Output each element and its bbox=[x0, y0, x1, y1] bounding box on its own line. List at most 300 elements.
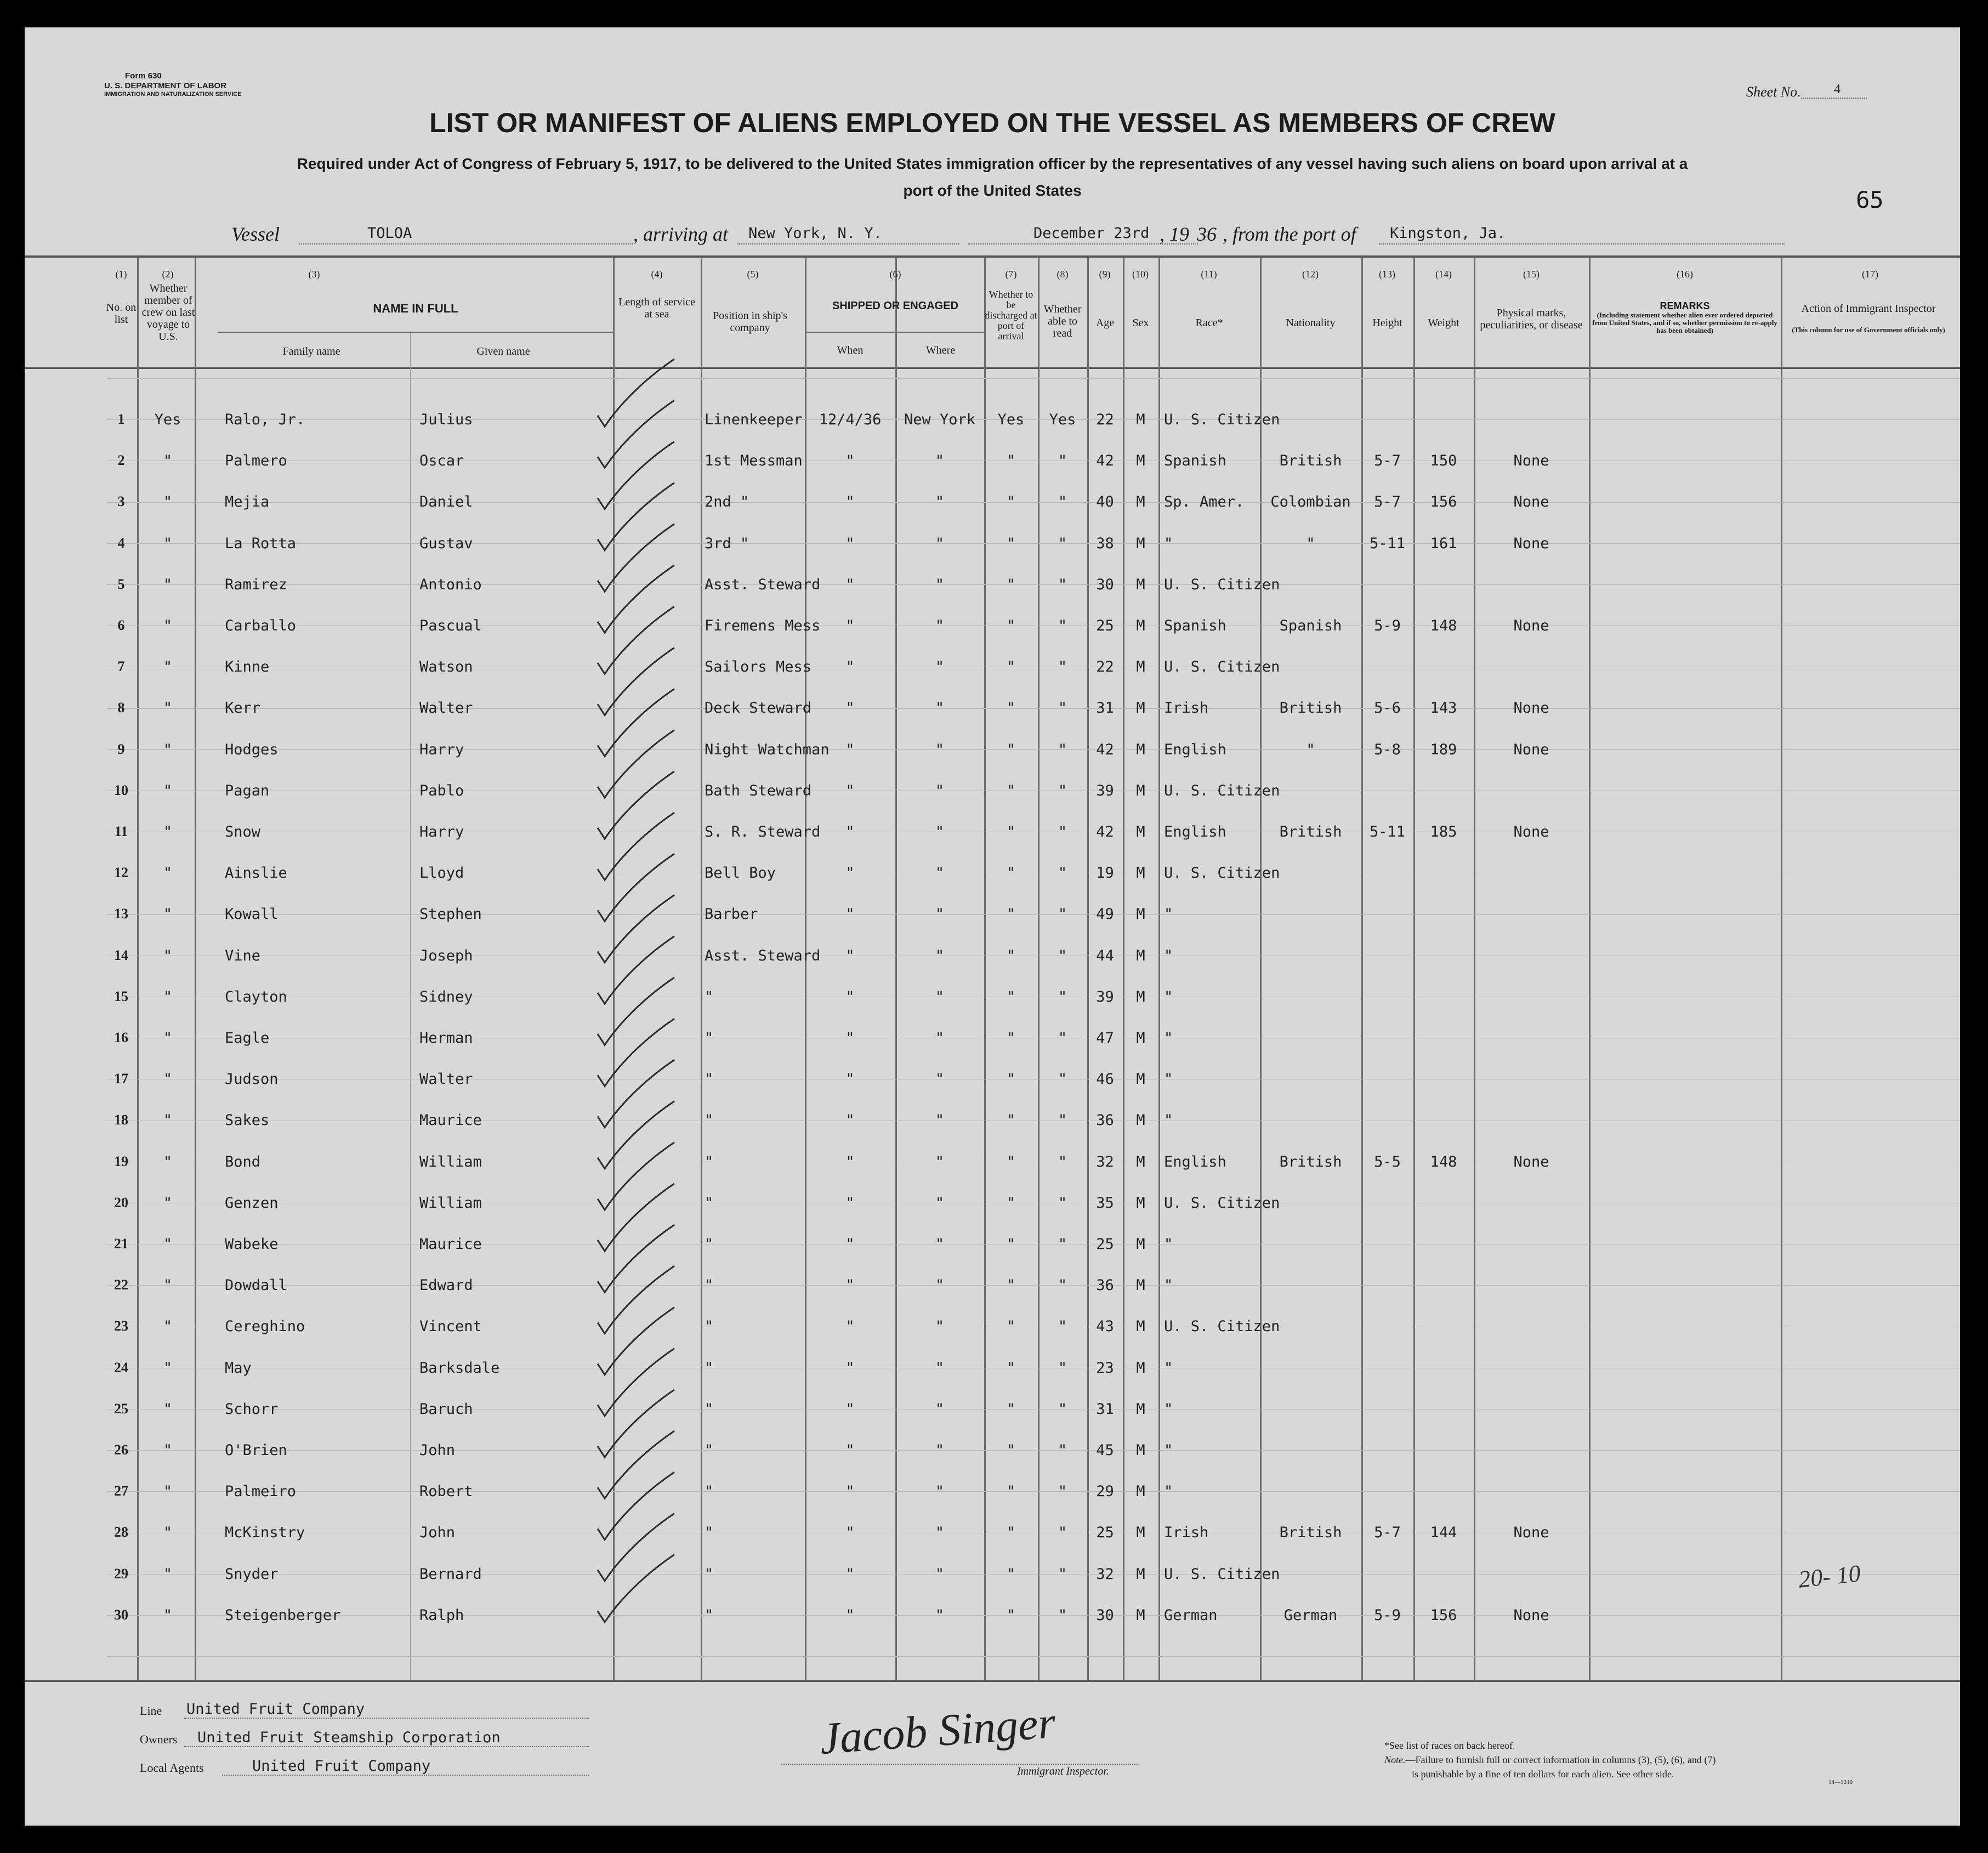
penalty-note bbox=[1384, 1754, 1716, 1766]
row-number: 1 bbox=[117, 411, 125, 427]
nationality-cell: British bbox=[1279, 452, 1342, 470]
family-name-cell: Snyder bbox=[225, 1565, 279, 1583]
row-number: 15 bbox=[114, 988, 128, 1004]
family-name-cell: Vine bbox=[225, 947, 261, 964]
age-cell: 19 bbox=[1096, 865, 1114, 882]
age-cell: 45 bbox=[1096, 1442, 1114, 1459]
family-name-cell: McKinstry bbox=[225, 1524, 305, 1542]
service-checkmark bbox=[598, 812, 674, 880]
weight-cell: 156 bbox=[1430, 1606, 1457, 1624]
family-name-cell: May bbox=[225, 1359, 252, 1377]
given-name-cell: John bbox=[419, 1442, 456, 1459]
row-number: 30 bbox=[114, 1606, 128, 1623]
shipped-when-cell: " bbox=[845, 1194, 855, 1212]
shipped-where-cell: " bbox=[935, 658, 945, 676]
position-cell: Asst. Steward bbox=[705, 947, 821, 964]
local-agents: United Fruit Company bbox=[252, 1758, 431, 1775]
weight-cell: 148 bbox=[1430, 617, 1457, 634]
age-cell: 25 bbox=[1096, 617, 1114, 634]
nationality-cell: Spanish bbox=[1279, 617, 1342, 634]
arriving-label: , arriving at bbox=[633, 223, 729, 245]
able-to-read-cell: " bbox=[1058, 700, 1067, 717]
nationality-cell: British bbox=[1279, 823, 1342, 840]
shipped-where-cell: New York bbox=[904, 411, 976, 428]
service-checkmark bbox=[598, 1431, 674, 1498]
col-nationality-header: Nationality bbox=[1286, 317, 1336, 329]
position-cell: " bbox=[705, 1442, 714, 1459]
service-checkmark bbox=[598, 606, 674, 674]
family-name-cell: Genzen bbox=[225, 1194, 279, 1212]
given-name-cell: Joseph bbox=[419, 947, 473, 964]
column-number: (4) bbox=[651, 269, 663, 280]
shipped-when-cell: " bbox=[845, 1400, 855, 1418]
able-to-read-cell: " bbox=[1058, 1442, 1067, 1459]
col-given-name-header: Given name bbox=[476, 345, 530, 357]
prev-voyage-cell: " bbox=[163, 1359, 173, 1377]
col-name-header: NAME IN FULL bbox=[373, 302, 458, 315]
discharged-cell: " bbox=[1006, 1359, 1016, 1377]
sex-cell: M bbox=[1136, 1071, 1145, 1088]
shipped-where-cell: " bbox=[935, 452, 945, 470]
shipped-where-cell: " bbox=[935, 782, 945, 799]
shipped-when-cell: " bbox=[845, 452, 855, 470]
able-to-read-cell: " bbox=[1058, 988, 1067, 1005]
prev-voyage-cell: " bbox=[163, 1318, 173, 1335]
sex-cell: M bbox=[1136, 782, 1145, 799]
position-cell: " bbox=[705, 988, 714, 1005]
column-number: (16) bbox=[1677, 269, 1693, 280]
shipped-where-cell: " bbox=[935, 1153, 945, 1170]
race-cell: " bbox=[1164, 1359, 1173, 1377]
given-name-cell: Watson bbox=[419, 658, 473, 676]
race-cell: U. S. Citizen bbox=[1164, 1194, 1280, 1212]
race-cell: " bbox=[1164, 1030, 1173, 1047]
nationality-cell: British bbox=[1279, 1524, 1342, 1542]
print-code: 14—1240 bbox=[1828, 1779, 1853, 1786]
shipped-when-cell: " bbox=[845, 1236, 855, 1253]
age-cell: 42 bbox=[1096, 452, 1114, 470]
shipped-where-cell: " bbox=[935, 1483, 945, 1500]
able-to-read-cell: " bbox=[1058, 576, 1067, 593]
given-name-cell: Walter bbox=[419, 700, 473, 717]
height-cell: 5-9 bbox=[1374, 617, 1401, 634]
column-number: (3) bbox=[308, 269, 320, 280]
vessel-name: TOLOA bbox=[367, 225, 412, 242]
able-to-read-cell: " bbox=[1058, 906, 1067, 923]
family-name-cell: Ramirez bbox=[225, 576, 287, 593]
year-suffix: 36 bbox=[1197, 223, 1217, 245]
height-cell: 5-7 bbox=[1374, 493, 1401, 511]
discharged-cell: " bbox=[1006, 1524, 1016, 1542]
sex-cell: M bbox=[1136, 1030, 1145, 1047]
prev-voyage-cell: " bbox=[163, 576, 173, 593]
discharged-cell: Yes bbox=[997, 411, 1025, 428]
prev-voyage-cell: " bbox=[163, 617, 173, 634]
position-cell: " bbox=[705, 1565, 714, 1583]
age-cell: 42 bbox=[1096, 741, 1114, 758]
able-to-read-cell: " bbox=[1058, 865, 1067, 882]
shipped-where-cell: " bbox=[935, 823, 945, 840]
shipped-where-cell: " bbox=[935, 617, 945, 634]
column-number: (17) bbox=[1862, 269, 1878, 280]
service-checkmark bbox=[598, 1184, 674, 1251]
shipped-when-cell: " bbox=[845, 1606, 855, 1624]
given-name-cell: Baruch bbox=[419, 1400, 473, 1418]
race-cell: English bbox=[1164, 1153, 1226, 1170]
col-height-header: Height bbox=[1372, 317, 1402, 329]
discharged-cell: " bbox=[1006, 1442, 1016, 1459]
sex-cell: M bbox=[1136, 493, 1145, 511]
shipped-where-cell: " bbox=[935, 865, 945, 882]
shipped-where-cell: " bbox=[935, 906, 945, 923]
position-cell: Barber bbox=[705, 906, 758, 923]
sex-cell: M bbox=[1136, 1524, 1145, 1542]
position-cell: Night Watchman bbox=[705, 741, 830, 758]
age-cell: 46 bbox=[1096, 1071, 1114, 1088]
row-number: 12 bbox=[114, 865, 128, 881]
race-cell: English bbox=[1164, 741, 1226, 758]
service-checkmark bbox=[598, 1308, 674, 1375]
height-cell: 5-7 bbox=[1374, 1524, 1401, 1542]
family-name-cell: Carballo bbox=[225, 617, 297, 634]
nationality-cell: British bbox=[1279, 1153, 1342, 1170]
service-checkmark bbox=[598, 565, 674, 633]
prev-voyage-cell: " bbox=[163, 1236, 173, 1253]
handwritten-tally: 20- 10 bbox=[1797, 1560, 1862, 1593]
agents-label: Local Agents bbox=[140, 1761, 204, 1775]
service-checkmark bbox=[598, 936, 674, 1004]
year-prefix: , 19 bbox=[1160, 223, 1189, 245]
signature-line bbox=[781, 1764, 1138, 1765]
inspector-signature: Jacob Singer bbox=[818, 1697, 1058, 1764]
given-name-cell: Herman bbox=[419, 1030, 473, 1047]
position-cell: " bbox=[705, 1483, 714, 1500]
shipped-where-cell: " bbox=[935, 1606, 945, 1624]
sex-cell: M bbox=[1136, 1318, 1145, 1335]
shipped-when-cell: " bbox=[845, 823, 855, 840]
row-number: 18 bbox=[114, 1112, 128, 1128]
col-length-service-header: Length of service at sea bbox=[618, 296, 695, 320]
position-cell: Bath Steward bbox=[705, 782, 812, 799]
discharged-cell: " bbox=[1006, 658, 1016, 676]
nationality-cell: British bbox=[1279, 700, 1342, 717]
race-cell: U. S. Citizen bbox=[1164, 782, 1280, 799]
row-number: 6 bbox=[117, 617, 125, 633]
family-name-cell: Kinne bbox=[225, 658, 270, 676]
given-name-cell: Harry bbox=[419, 741, 464, 758]
able-to-read-cell: " bbox=[1058, 452, 1067, 470]
shipped-when-cell: 12/4/36 bbox=[819, 411, 882, 428]
row-number: 2 bbox=[117, 452, 125, 469]
prev-voyage-cell: " bbox=[163, 1400, 173, 1418]
race-cell: Sp. Amer. bbox=[1164, 493, 1245, 511]
sex-cell: M bbox=[1136, 1194, 1145, 1212]
sex-cell: M bbox=[1136, 1400, 1145, 1418]
service-checkmarks bbox=[25, 27, 1960, 1826]
shipped-when-cell: " bbox=[845, 617, 855, 634]
sex-cell: M bbox=[1136, 1359, 1145, 1377]
family-name-cell: Sakes bbox=[225, 1112, 270, 1129]
sex-cell: M bbox=[1136, 1606, 1145, 1624]
row-number: 11 bbox=[114, 823, 128, 839]
physical-marks-cell: None bbox=[1513, 493, 1549, 511]
row-number: 10 bbox=[114, 782, 128, 798]
able-to-read-cell: " bbox=[1058, 823, 1067, 840]
able-to-read-cell: " bbox=[1058, 1236, 1067, 1253]
note-label: Note. bbox=[1384, 1754, 1406, 1765]
col-sex-header: Sex bbox=[1132, 317, 1149, 329]
sex-cell: M bbox=[1136, 617, 1145, 634]
service-checkmark bbox=[598, 1225, 674, 1292]
shipped-where-cell: " bbox=[935, 1524, 945, 1542]
prev-voyage-cell: " bbox=[163, 658, 173, 676]
race-cell: U. S. Citizen bbox=[1164, 411, 1280, 428]
family-name-cell: Ainslie bbox=[225, 865, 287, 882]
nationality-cell: German bbox=[1283, 1606, 1338, 1624]
family-name-cell: Bond bbox=[225, 1153, 261, 1170]
race-cell: U. S. Citizen bbox=[1164, 576, 1280, 593]
form-number: Form 630 bbox=[125, 71, 162, 81]
position-cell: " bbox=[705, 1112, 714, 1129]
row-number: 27 bbox=[114, 1483, 128, 1499]
shipped-when-cell: " bbox=[845, 741, 855, 758]
discharged-cell: " bbox=[1006, 823, 1016, 840]
line-label: Line bbox=[140, 1704, 162, 1718]
given-name-cell: John bbox=[419, 1524, 456, 1542]
races-note: *See list of races on back hereof. bbox=[1384, 1740, 1515, 1751]
column-number: (13) bbox=[1379, 269, 1395, 280]
race-cell: Spanish bbox=[1164, 617, 1226, 634]
column-number: (10) bbox=[1132, 269, 1149, 280]
given-name-cell: Daniel bbox=[419, 493, 473, 511]
race-cell: Irish bbox=[1164, 1524, 1209, 1542]
weight-cell: 148 bbox=[1430, 1153, 1457, 1170]
arrival-date: December 23rd bbox=[1033, 225, 1150, 242]
position-cell: Asst. Steward bbox=[705, 576, 821, 593]
position-cell: 2nd " bbox=[705, 493, 749, 511]
given-name-cell: Antonio bbox=[419, 576, 482, 593]
row-number: 28 bbox=[114, 1524, 128, 1541]
prev-voyage-cell: " bbox=[163, 535, 173, 552]
service-checkmark bbox=[598, 1266, 674, 1333]
column-number: (12) bbox=[1302, 269, 1319, 280]
family-name-cell: Snow bbox=[225, 823, 261, 840]
age-cell: 35 bbox=[1096, 1194, 1114, 1212]
shipped-when-cell: " bbox=[845, 1565, 855, 1583]
row-number: 26 bbox=[114, 1442, 128, 1458]
age-cell: 22 bbox=[1096, 411, 1114, 428]
column-number: (8) bbox=[1057, 269, 1069, 280]
position-cell: Deck Steward bbox=[705, 700, 812, 717]
service-checkmark bbox=[598, 647, 674, 715]
position-cell: " bbox=[705, 1606, 714, 1624]
physical-marks-cell: None bbox=[1513, 452, 1549, 470]
discharged-cell: " bbox=[1006, 617, 1016, 634]
nationality-cell: " bbox=[1306, 535, 1315, 552]
shipped-when-cell: " bbox=[845, 1318, 855, 1335]
sheet-number: 4 bbox=[1834, 82, 1841, 96]
col-position-header: Position in ship's company bbox=[713, 310, 787, 334]
prev-voyage-cell: " bbox=[163, 1153, 173, 1170]
age-cell: 47 bbox=[1096, 1030, 1114, 1047]
service-checkmark bbox=[598, 524, 674, 592]
form-title: LIST OR MANIFEST OF ALIENS EMPLOYED ON THE VESSEL AS MEMBERS OF CREW bbox=[429, 107, 1555, 138]
discharged-cell: " bbox=[1006, 1030, 1016, 1047]
col-race-header: Race* bbox=[1195, 317, 1223, 329]
row-number: 7 bbox=[117, 658, 125, 675]
sex-cell: M bbox=[1136, 1442, 1145, 1459]
family-name-cell: Ralo, Jr. bbox=[225, 411, 305, 428]
shipped-where-cell: " bbox=[935, 700, 945, 717]
col-where-header: Where bbox=[925, 344, 956, 356]
position-cell: " bbox=[705, 1359, 714, 1377]
shipped-when-cell: " bbox=[845, 658, 855, 676]
prev-voyage-cell: " bbox=[163, 1030, 173, 1047]
sheet-label: Sheet No. bbox=[1746, 84, 1801, 100]
age-cell: 39 bbox=[1096, 782, 1114, 799]
physical-marks-cell: None bbox=[1513, 823, 1549, 840]
family-name-cell: La Rotta bbox=[225, 535, 297, 552]
race-cell: U. S. Citizen bbox=[1164, 865, 1280, 882]
shipped-where-cell: " bbox=[935, 1565, 945, 1583]
able-to-read-cell: " bbox=[1058, 1318, 1067, 1335]
inspector-label: Immigrant Inspector. bbox=[1017, 1765, 1109, 1777]
given-name-cell: Maurice bbox=[419, 1236, 482, 1253]
prev-voyage-cell: " bbox=[163, 1071, 173, 1088]
col-remarks-header: REMARKS bbox=[1660, 300, 1710, 311]
shipped-where-cell: " bbox=[935, 1400, 945, 1418]
age-cell: 30 bbox=[1096, 1606, 1114, 1624]
prev-voyage-cell: Yes bbox=[154, 411, 181, 428]
sex-cell: M bbox=[1136, 700, 1145, 717]
given-name-cell: Lloyd bbox=[419, 865, 464, 882]
service-checkmark bbox=[598, 441, 674, 509]
vessel-label: Vessel bbox=[231, 223, 280, 245]
row-number: 29 bbox=[114, 1565, 128, 1582]
column-number: (7) bbox=[1005, 269, 1017, 280]
family-name-cell: Palmero bbox=[225, 452, 287, 470]
shipped-where-cell: " bbox=[935, 1030, 945, 1047]
row-number: 13 bbox=[114, 906, 128, 922]
physical-marks-cell: None bbox=[1513, 1606, 1549, 1624]
prev-voyage-cell: " bbox=[163, 1112, 173, 1129]
given-name-cell: Edward bbox=[419, 1277, 473, 1294]
service-checkmark bbox=[598, 1555, 674, 1622]
row-number: 20 bbox=[114, 1194, 128, 1210]
sex-cell: M bbox=[1136, 947, 1145, 964]
position-cell: " bbox=[705, 1277, 714, 1294]
able-to-read-cell: " bbox=[1058, 1400, 1067, 1418]
position-cell: Firemens Mess bbox=[705, 617, 821, 634]
shipped-when-cell: " bbox=[845, 493, 855, 511]
race-cell: " bbox=[1164, 1236, 1173, 1253]
sex-cell: M bbox=[1136, 1236, 1145, 1253]
row-number: 4 bbox=[117, 535, 125, 551]
position-cell: Sailors Mess bbox=[705, 658, 812, 676]
prev-voyage-cell: " bbox=[163, 947, 173, 964]
given-name-cell: Oscar bbox=[419, 452, 464, 470]
column-number: (11) bbox=[1201, 269, 1217, 280]
able-to-read-cell: " bbox=[1058, 1606, 1067, 1624]
height-cell: 5-8 bbox=[1374, 741, 1401, 758]
able-to-read-cell: " bbox=[1058, 493, 1067, 511]
able-to-read-cell: " bbox=[1058, 1153, 1067, 1170]
age-cell: 22 bbox=[1096, 658, 1114, 676]
discharged-cell: " bbox=[1006, 452, 1016, 470]
nationality-cell: Colombian bbox=[1270, 493, 1351, 511]
shipped-where-cell: " bbox=[935, 947, 945, 964]
race-cell: English bbox=[1164, 823, 1226, 840]
age-cell: 38 bbox=[1096, 535, 1114, 552]
service-checkmark bbox=[598, 730, 674, 798]
physical-marks-cell: None bbox=[1513, 700, 1549, 717]
row-number: 19 bbox=[114, 1153, 128, 1169]
owners-value-line bbox=[184, 1746, 589, 1747]
sex-cell: M bbox=[1136, 1153, 1145, 1170]
family-name-cell: Kerr bbox=[225, 700, 261, 717]
age-cell: 42 bbox=[1096, 823, 1114, 840]
service-checkmark bbox=[598, 1143, 674, 1210]
shipped-where-cell: " bbox=[935, 1071, 945, 1088]
penalty-note-line2: is punishable by a fine of ten dollars for each alien. See other side. bbox=[1412, 1769, 1674, 1780]
column-number: (2) bbox=[162, 269, 174, 280]
height-cell: 5-9 bbox=[1374, 1606, 1401, 1624]
able-to-read-cell: " bbox=[1058, 947, 1067, 964]
shipped-when-cell: " bbox=[845, 947, 855, 964]
position-cell: " bbox=[705, 1236, 714, 1253]
race-cell: Irish bbox=[1164, 700, 1209, 717]
shipped-when-cell: " bbox=[845, 1483, 855, 1500]
discharged-cell: " bbox=[1006, 1112, 1016, 1129]
sex-cell: M bbox=[1136, 823, 1145, 840]
family-name-cell: Steigenberger bbox=[225, 1606, 341, 1624]
race-cell: " bbox=[1164, 906, 1173, 923]
prev-voyage-cell: " bbox=[163, 493, 173, 511]
prev-voyage-cell: " bbox=[163, 823, 173, 840]
discharged-cell: " bbox=[1006, 1318, 1016, 1335]
sex-cell: M bbox=[1136, 1112, 1145, 1129]
able-to-read-cell: " bbox=[1058, 1030, 1067, 1047]
given-name-cell: Harry bbox=[419, 823, 464, 840]
col-physical-marks-header: Physical marks, peculiarities, or disease bbox=[1480, 307, 1583, 331]
family-name-cell: Mejia bbox=[225, 493, 270, 511]
race-cell: " bbox=[1164, 947, 1173, 964]
prev-voyage-cell: " bbox=[163, 1194, 173, 1212]
prev-voyage-cell: " bbox=[163, 1483, 173, 1500]
shipped-when-cell: " bbox=[845, 535, 855, 552]
given-name-cell: Maurice bbox=[419, 1112, 482, 1129]
weight-cell: 143 bbox=[1430, 700, 1457, 717]
row-number: 21 bbox=[114, 1236, 128, 1252]
given-name-cell: Walter bbox=[419, 1071, 473, 1088]
arrival-port: New York, N. Y. bbox=[748, 225, 882, 242]
shipped-where-cell: " bbox=[935, 1442, 945, 1459]
given-name-cell: Vincent bbox=[419, 1318, 482, 1335]
able-to-read-cell: " bbox=[1058, 1483, 1067, 1500]
discharged-cell: " bbox=[1006, 1236, 1016, 1253]
given-name-cell: Gustav bbox=[419, 535, 473, 552]
col-age-header: Age bbox=[1095, 317, 1115, 329]
discharged-cell: " bbox=[1006, 1071, 1016, 1088]
col-inspector-action-header: Action of Immigrant Inspector bbox=[1801, 303, 1936, 315]
able-to-read-cell: " bbox=[1058, 1524, 1067, 1542]
service-checkmark bbox=[598, 854, 674, 921]
service-checkmark bbox=[598, 1514, 674, 1581]
discharged-cell: " bbox=[1006, 741, 1016, 758]
race-cell: German bbox=[1164, 1606, 1218, 1624]
able-to-read-cell: " bbox=[1058, 1359, 1067, 1377]
weight-cell: 156 bbox=[1430, 493, 1457, 511]
